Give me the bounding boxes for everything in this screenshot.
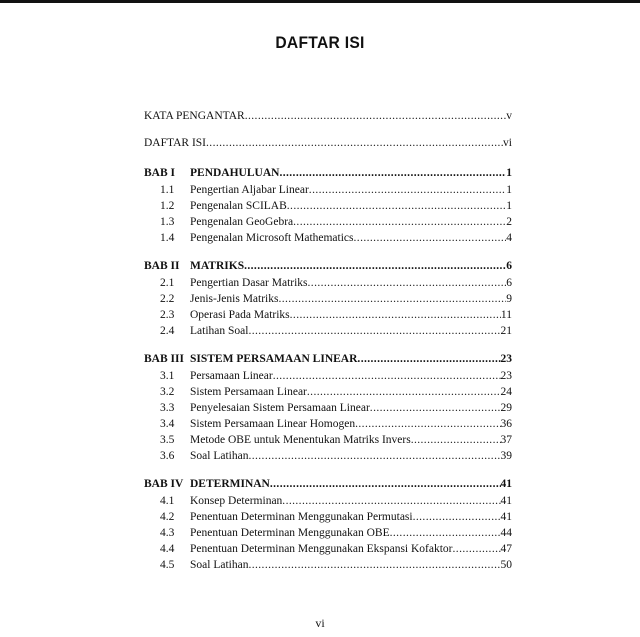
- section-number: 3.2: [160, 386, 175, 398]
- toc-chapter-bab-iii: [144, 351, 512, 368]
- toc-entry-page: vi: [503, 137, 512, 149]
- section-page: 21: [500, 325, 512, 337]
- dot-leader: [307, 384, 501, 400]
- section-page: 23: [500, 370, 512, 382]
- chapter-title: MATRIKS: [190, 260, 245, 272]
- toc-entry-label: KATA PENGANTAR: [144, 110, 245, 122]
- section-page: 2: [506, 216, 512, 228]
- section-number: 3.4: [160, 418, 175, 430]
- toc-section: [144, 291, 512, 307]
- section-number: 4.2: [160, 511, 175, 523]
- toc-section: [144, 493, 512, 509]
- section-number: 1.4: [160, 232, 175, 244]
- chapter-page: 41: [500, 478, 512, 490]
- page-title: DAFTAR ISI: [275, 33, 365, 52]
- section-number: 4.1: [160, 495, 175, 507]
- toc-section: [144, 525, 512, 541]
- section-page: 41: [500, 495, 512, 507]
- toc-section: [144, 416, 512, 432]
- section-page: 6: [506, 277, 512, 289]
- section-number: 3.6: [160, 450, 175, 462]
- section-page: 36: [500, 418, 512, 430]
- section-title: Sistem Persamaan Linear: [190, 386, 307, 398]
- toc-entry-kata-pengantar: [144, 108, 512, 125]
- section-title: Pengertian Aljabar Linear: [190, 184, 309, 196]
- section-page: 1: [506, 184, 512, 196]
- dot-leader: [370, 400, 501, 416]
- dot-leader: [248, 557, 500, 573]
- toc-section: [144, 432, 512, 448]
- dot-leader: [278, 291, 506, 307]
- chapter-number: BAB I: [144, 167, 175, 179]
- toc-section: [144, 557, 512, 573]
- chapter-title: DETERMINAN: [190, 478, 270, 490]
- chapter-page: 6: [506, 260, 512, 272]
- section-title: Pengenalan SCILAB: [190, 200, 287, 212]
- dot-leader: [354, 230, 507, 246]
- section-number: 3.5: [160, 434, 175, 446]
- toc-section: [144, 368, 512, 384]
- toc-chapter-bab-ii: [144, 258, 512, 275]
- section-page: 44: [500, 527, 512, 539]
- top-border: [0, 0, 640, 3]
- section-title: Soal Latihan: [190, 559, 249, 571]
- section-page: 4: [506, 232, 512, 244]
- section-page: 29: [500, 402, 512, 414]
- toc-section: [144, 307, 512, 323]
- section-number: 2.3: [160, 309, 175, 321]
- section-page: 11: [500, 309, 512, 321]
- section-number: 3.1: [160, 370, 175, 382]
- section-title: Sistem Persamaan Linear Homogen: [190, 418, 356, 430]
- dot-leader: [279, 165, 506, 182]
- section-title: Persamaan Linear: [190, 370, 273, 382]
- section-page: 37: [500, 434, 512, 446]
- section-page: 39: [500, 450, 512, 462]
- dot-leader: [293, 214, 506, 230]
- section-page: 9: [506, 293, 512, 305]
- section-number: 2.4: [160, 325, 175, 337]
- chapter-number: BAB III: [144, 353, 184, 365]
- section-number: 1.3: [160, 216, 175, 228]
- dot-leader: [390, 525, 501, 541]
- toc-section: [144, 400, 512, 416]
- section-title: Metode OBE untuk Menentukan Matriks Invers: [190, 434, 411, 446]
- dot-leader: [290, 307, 501, 323]
- section-title: Soal Latihan: [190, 450, 249, 462]
- dot-leader: [248, 448, 500, 464]
- section-title: Jenis-Jenis Matriks: [190, 293, 279, 305]
- section-title: Pengenalan Microsoft Mathematics: [190, 232, 354, 244]
- dot-leader: [245, 108, 507, 125]
- section-number: 4.3: [160, 527, 175, 539]
- dot-leader: [411, 432, 501, 448]
- section-title: Pengertian Dasar Matriks: [190, 277, 308, 289]
- dot-leader: [355, 416, 500, 432]
- toc-section: [144, 198, 512, 214]
- dot-leader: [413, 509, 501, 525]
- toc-section: [144, 182, 512, 198]
- section-title: Penentuan Determinan Menggunakan OBE: [190, 527, 390, 539]
- dot-leader: [453, 541, 501, 557]
- chapter-number: BAB II: [144, 260, 180, 272]
- section-number: 4.4: [160, 543, 175, 555]
- section-title: Pengenalan GeoGebra: [190, 216, 294, 228]
- toc-section: [144, 214, 512, 230]
- section-page: 1: [506, 200, 512, 212]
- section-number: 4.5: [160, 559, 175, 571]
- section-number: 2.1: [160, 277, 175, 289]
- section-number: 1.2: [160, 200, 175, 212]
- dot-leader: [244, 258, 506, 275]
- dot-leader: [273, 368, 501, 384]
- dot-leader: [287, 198, 506, 214]
- section-title: Konsep Determinan: [190, 495, 283, 507]
- dot-leader: [309, 182, 506, 198]
- chapter-title: PENDAHULUAN: [190, 167, 280, 179]
- section-title: Operasi Pada Matriks: [190, 309, 290, 321]
- table-of-contents: [144, 108, 512, 573]
- dot-leader: [270, 476, 501, 493]
- section-page: 50: [500, 559, 512, 571]
- chapter-number: BAB IV: [144, 478, 184, 490]
- chapter-page: 1: [506, 167, 512, 179]
- toc-section: [144, 323, 512, 339]
- toc-section: [144, 384, 512, 400]
- toc-section: [144, 448, 512, 464]
- toc-chapter-bab-i: [144, 165, 512, 182]
- toc-section: [144, 230, 512, 246]
- dot-leader: [357, 351, 500, 368]
- toc-entry-page: v: [506, 110, 512, 122]
- page-number: vi: [315, 616, 325, 630]
- toc-section: [144, 275, 512, 291]
- section-page: 47: [500, 543, 512, 555]
- section-page: 24: [500, 386, 512, 398]
- toc-chapter-bab-iv: [144, 476, 512, 493]
- chapter-page: 23: [500, 353, 512, 365]
- section-title: Penyelesaian Sistem Persamaan Linear: [190, 402, 370, 414]
- toc-entry-daftar-isi: [144, 135, 512, 152]
- section-title: Penentuan Determinan Menggunakan Ekspansi Kofaktor: [190, 543, 453, 555]
- dot-leader: [282, 493, 500, 509]
- section-title: Latihan Soal: [190, 325, 249, 337]
- section-number: 2.2: [160, 293, 175, 305]
- toc-entry-label: DAFTAR ISI: [144, 137, 207, 149]
- section-title: Penentuan Determinan Menggunakan Permutasi: [190, 511, 413, 523]
- toc-section: [144, 509, 512, 525]
- section-page: 41: [500, 511, 512, 523]
- dot-leader: [206, 135, 503, 152]
- chapter-title: SISTEM PERSAMAAN LINEAR: [190, 353, 358, 365]
- dot-leader: [248, 323, 500, 339]
- section-number: 1.1: [160, 184, 175, 196]
- toc-section: [144, 541, 512, 557]
- dot-leader: [308, 275, 507, 291]
- section-number: 3.3: [160, 402, 175, 414]
